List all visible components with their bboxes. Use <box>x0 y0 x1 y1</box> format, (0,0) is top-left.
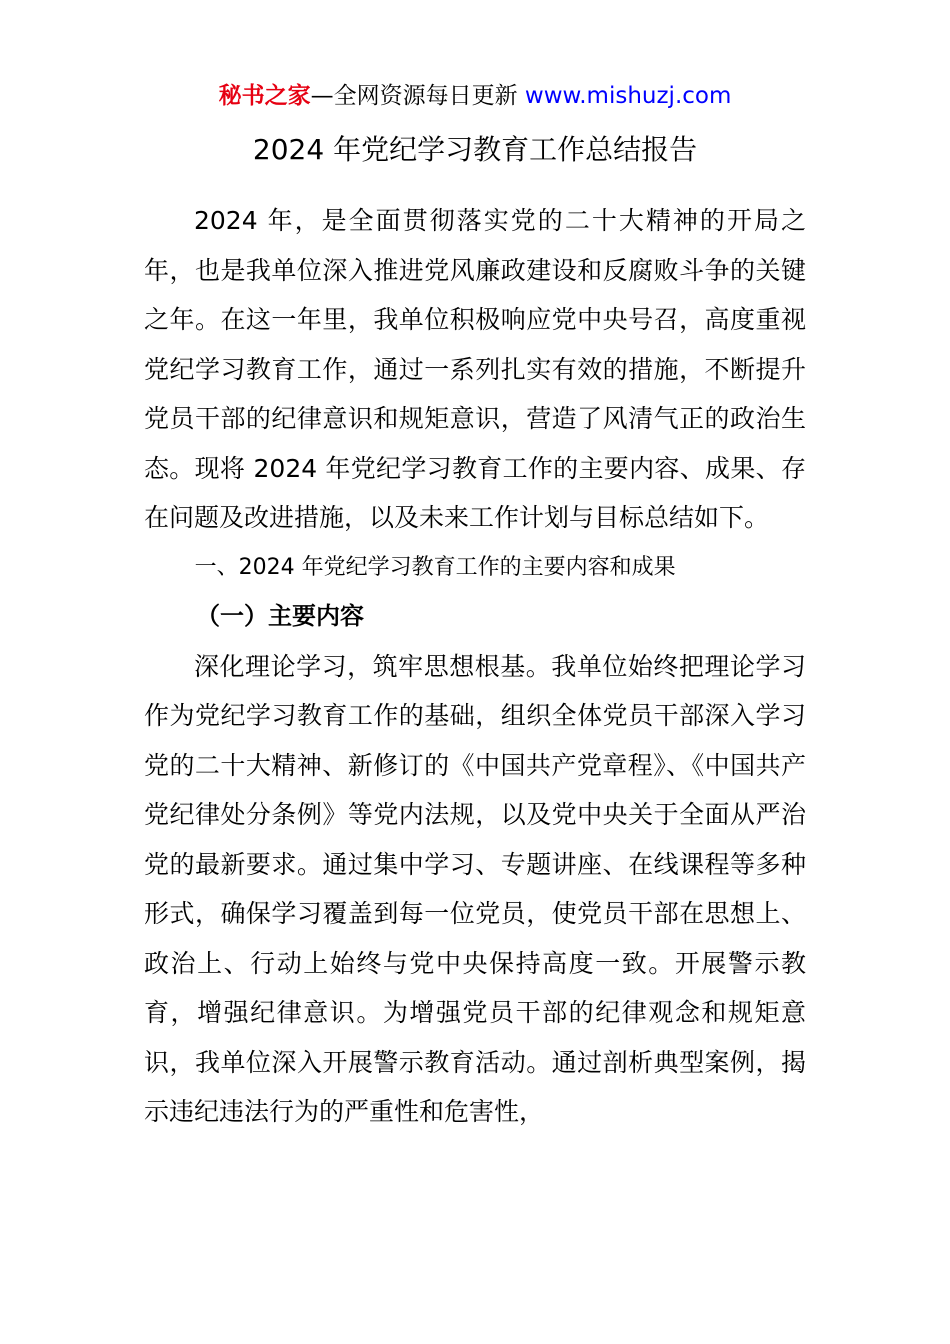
document-body <box>144 196 806 1137</box>
document-title: 2024 年党纪学习教育工作总结报告 <box>252 133 698 166</box>
intro-paragraph: 2024 年，是全面贯彻落实党的二十大精神的开局之年，也是我单位深入推进党风廉政建设和反腐败斗争的关键之年。在这一年里，我单位积极响应党中央号召，高度重视党纪学习教育工作，通过一系列扎实有效的措施，不断提升党员干部的纪律意识和规矩意识，营造了风清气正的政治生态。现将 2024 年党纪学习教育工作的主要内容、成果、存在问题及改进措施，以及未来工作计划与目标总结如下。 <box>144 206 806 532</box>
site-tagline: —全网资源每日更新 <box>310 83 518 109</box>
site-url-link[interactable]: www.mishuzj.com <box>524 83 732 109</box>
site-brand: 秘书之家 <box>218 83 311 109</box>
site-header <box>0 80 950 112</box>
section-heading: 一、2024 年党纪学习教育工作的主要内容和成果 <box>194 554 676 580</box>
content-paragraph: 深化理论学习，筑牢思想根基。我单位始终把理论学习作为党纪学习教育工作的基础，组织全体党员干部深入学习党的二十大精神、新修订的《中国共产党章程》、《中国共产党纪律处分条例》等党内法规，以及党中央关于全面从严治党的最新要求。通过集中学习、专题讲座、在线课程等多种形式，确保学习覆盖到每一位党员，使党员干部在思想上、政治上、行动上始终与党中央保持高度一致。开展警示教育，增强纪律意识。为增强党员干部的纪律观念和规矩意识，我单位深入开展警示教育活动。通过剖析典型案例，揭示违纪违法行为的严重性和危害性， <box>144 651 806 1126</box>
subsection-heading: （一）主要内容 <box>196 602 364 630</box>
